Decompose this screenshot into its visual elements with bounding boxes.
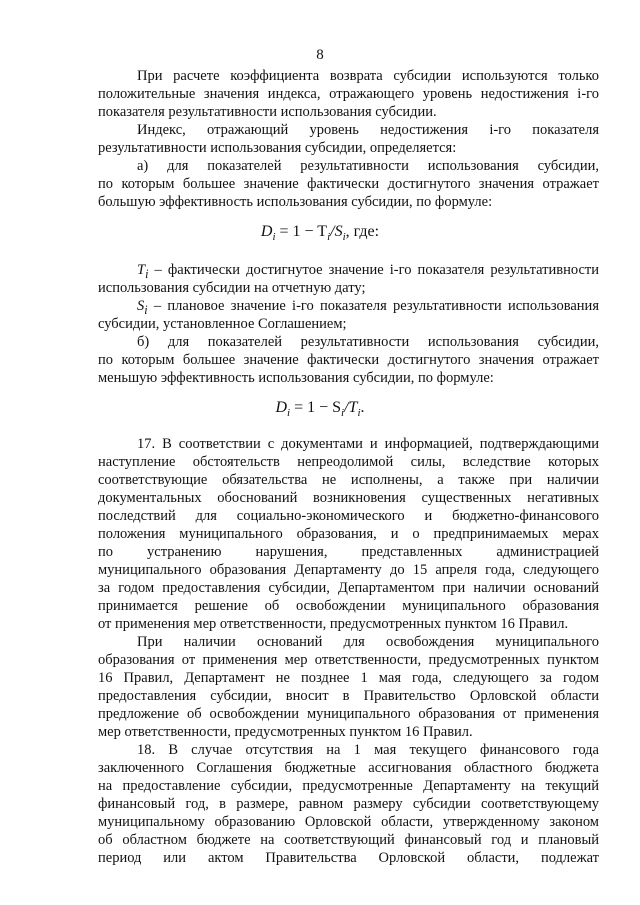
text-line: 16 Правил, Департамент не позднее 1 мая года, следующего за годом: [98, 670, 599, 686]
text-line: 18. В случае отсутствия на 1 мая текущего финансового года: [137, 742, 599, 758]
text-line: При расчете коэффициента возврата субсидии используются только: [137, 68, 599, 84]
text-line: показателя результативности использования субсидии.: [98, 104, 437, 120]
text-line: за годом предоставления субсидии, Департаментом при наличии оснований: [98, 580, 599, 596]
text-line: использования субсидии на отчетную дату;: [98, 280, 366, 296]
text-line: по которым большее значение фактически достигнутого значения отражает: [98, 352, 599, 368]
text-line: заключенного Соглашения бюджетные ассигнования областного бюджета: [98, 760, 599, 776]
text-line: $T_i$ – фактически достигнутое значение i-го показателя результативности: [137, 262, 599, 281]
text-line: об областном бюджете на соответствующий финансовый год и плановый: [98, 832, 599, 848]
text-line: положения муниципального образования, и о предпринимаемых мерах: [98, 526, 599, 542]
text-line: 17. В соответствии с документами и информацией, подтверждающими: [137, 436, 599, 452]
text-line: мер ответственности, предусмотренных пунктом 16 Правил.: [98, 724, 473, 740]
text-line: предоставления субсидии, вносит в Правительство Орловской области: [98, 688, 599, 704]
text-line: $S_i$ – плановое значение i-го показателя результативности использования: [137, 298, 599, 317]
text-line: а) для показателей результативности использования субсидии,: [137, 158, 599, 174]
text-line: муниципального образования Департаменту до 15 апреля года, следующего: [98, 562, 599, 578]
text-line: финансовый год, в размере, равном размеру субсидии соответствующему: [98, 796, 599, 812]
text-line: принимается решение об освобождении муниципального образования: [98, 598, 599, 614]
text-line: последствий для социально-экономического и бюджетно-финансового: [98, 508, 599, 524]
text-line: по которым большее значение фактически достигнутого значения отражает: [98, 176, 599, 192]
page-number: 8: [316, 47, 324, 63]
text-line: муниципальному образованию Орловской области, утвержденному законом: [98, 814, 599, 830]
formula-a: $D_i = 1 - T_i/S_i$, где:: [260, 223, 380, 244]
text-line: субсидии, установленное Соглашением;: [98, 316, 347, 332]
text-line: Индекс, отражающий уровень недостижения i-го показателя: [137, 122, 599, 138]
formula-b: $D_i = 1 - S_i/T_i$.: [275, 399, 365, 420]
text-line: б) для показателей результативности использования субсидии,: [137, 334, 599, 350]
text-line: меньшую эффективность использования субсидии, по формуле:: [98, 370, 494, 386]
text-line: на предоставление субсидии, предусмотренные Департаменту на текущий: [98, 778, 599, 794]
text-line: период или актом Правительства Орловской области, подлежат: [98, 850, 599, 866]
text-line: по устранению нарушения, представленных администрацией: [98, 544, 599, 560]
text-line: от применения мер ответственности, предусмотренных пунктом 16 Правил.: [98, 616, 569, 632]
text-line: предложение об освобождении муниципального образования от применения: [98, 706, 599, 722]
text-line: большую эффективность использования субсидии, по формуле:: [98, 194, 493, 210]
text-line: положительные значения индекса, отражающего уровень недостижения i-го: [98, 86, 599, 102]
text-line: наступление обстоятельств непреодолимой силы, вследствие которых: [98, 454, 599, 470]
text-line: При наличии оснований для освобождения муниципального: [137, 634, 599, 650]
text-line: документальных обоснований возникновения существенных негативных: [98, 490, 599, 506]
text-line: результативности использования субсидии, определяется:: [98, 140, 457, 156]
text-line: соответствующие обязательства не исполнены, а также при наличии: [98, 472, 599, 488]
text-line: образования от применения мер ответственности, предусмотренных пунктом: [98, 652, 599, 668]
